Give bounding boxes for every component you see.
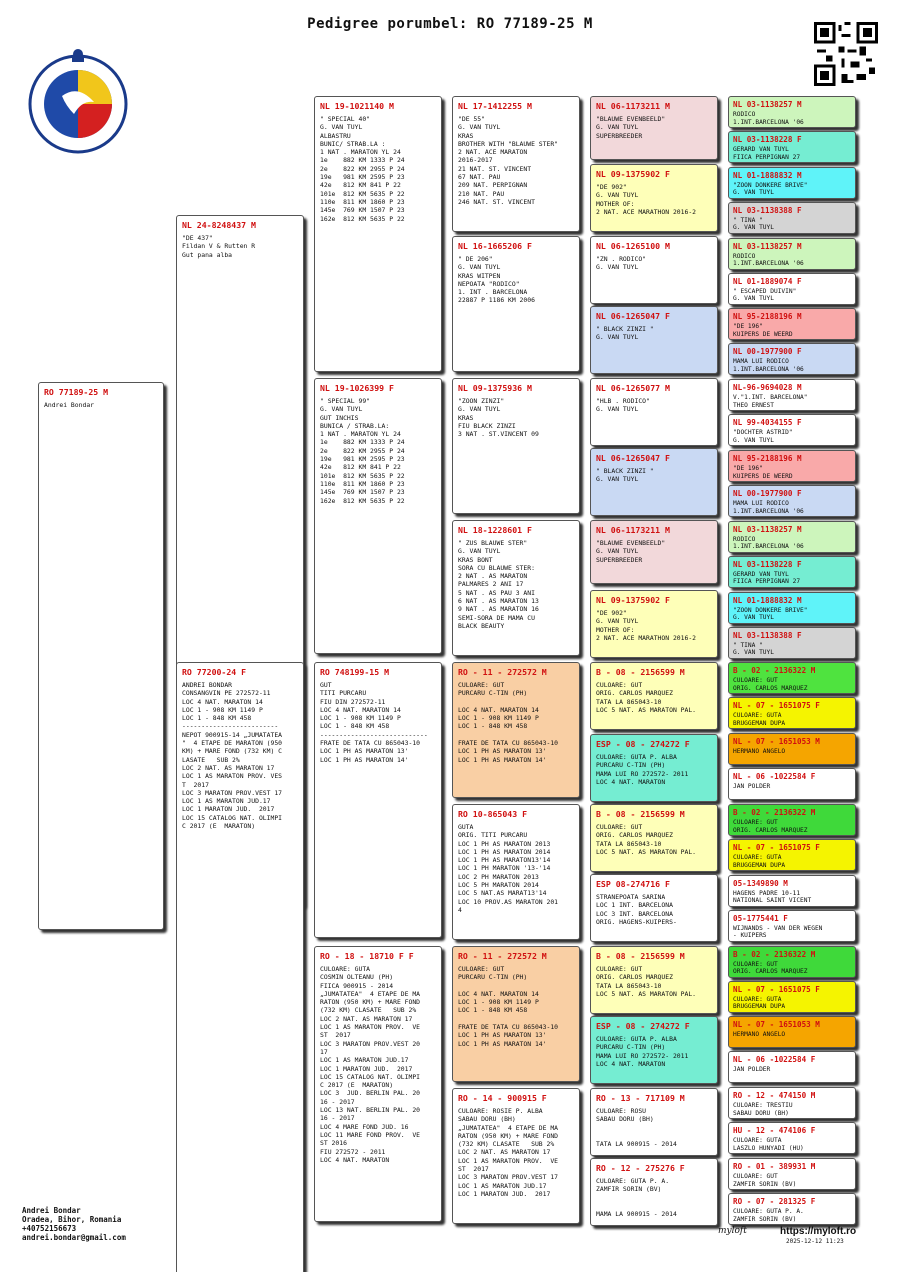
pigeon-details: V."1.INT. BARCELONA" THEO ERNEST <box>733 394 808 409</box>
pigeon-ring-number: NL - 07 - 1651075 F <box>733 984 820 994</box>
pigeon-card[interactable] <box>590 946 718 1014</box>
pigeon-details: CULOARE: TRESTIU SABAU DORU (BH) <box>733 1102 793 1117</box>
pigeon-card[interactable] <box>728 627 856 659</box>
pigeon-details: HAGENS PADRE 10-11 NATIONAL SAINT VICENT <box>733 889 812 905</box>
pigeon-ring-number: NL 03-1138388 F <box>733 205 802 215</box>
pigeon-details: "HLB . RODICO" G. VAN TUYL <box>596 397 650 414</box>
pigeon-card[interactable] <box>590 520 718 584</box>
pigeon-card[interactable] <box>728 981 856 1013</box>
pigeon-ring-number: 05-1775441 F <box>733 913 788 923</box>
pigeon-card[interactable] <box>590 1158 718 1226</box>
pigeon-ring-number: NL 99-4034155 F <box>733 418 802 428</box>
club-logo <box>22 44 134 156</box>
pigeon-details: CULOARE: ROSU SABAU DORU (BH) TATA LA 900915 - 2014 <box>596 1107 677 1149</box>
pigeon-ring-number: NL 19-1026399 F <box>320 383 394 393</box>
pigeon-ring-number: NL 03-1138257 M <box>733 524 802 534</box>
pigeon-ring-number: NL 01-1889074 F <box>733 276 802 286</box>
pigeon-card[interactable] <box>728 697 856 729</box>
pigeon-details: JAN POLDER <box>733 783 771 791</box>
pigeon-details: CULOARE: GUTA BRUGGEMAN DUPA <box>733 995 786 1011</box>
pigeon-ring-number: NL - 07 - 1651075 F <box>733 843 820 852</box>
pigeon-details: RODICO 1.INT.BARCELONA '06 <box>733 111 804 126</box>
pigeon-card[interactable] <box>38 382 164 930</box>
pigeon-details: RODICO 1.INT.BARCELONA '06 <box>733 535 804 551</box>
pigeon-ring-number: NL 01-1888832 M <box>733 595 802 605</box>
pigeon-card[interactable] <box>452 804 580 940</box>
pigeon-details: GUTA ORIG. TITI PURCARU LOC 1 PH AS MARATON 2013 LOC 1 PH AS MARATON 2014 LOC 1 PH AS MARATON13'14 LOC 1 PH MARATON '13-'14 LOC 2 PH MARATON 2013 LOC 5 PH MARATON 2014 LOC 5 NAT.AS MARAT13'14 LOC 10 PROV.AS MARATON 201 4 <box>458 823 559 914</box>
pigeon-ring-number: RO 77200-24 F <box>182 667 247 677</box>
pigeon-details: "DE 902" G. VAN TUYL MOTHER OF: 2 NAT. ACE MARATHON 2016-2 <box>596 183 697 216</box>
pigeon-details: GUT TITI PURCARU FIU DIN 272572-11 LOC 4 NAT. MARATON 14 LOC 1 - 908 KM 1149 P LOC 1 - 848 KM 458 ---------------------------- FRATE DE TATA CU 865043-10 LOC 1 PH AS MARATON 13' LOC 1 PH AS MARATON 14' <box>320 681 428 764</box>
pigeon-card[interactable] <box>590 804 718 872</box>
pigeon-card[interactable] <box>728 343 856 375</box>
owner-contact: Andrei Bondar Oradea, Bihor, Romania +40752156673 andrei.bondar@gmail.com <box>22 1206 126 1242</box>
pigeon-ring-number: NL 01-1888832 M <box>733 170 802 180</box>
pigeon-ring-number: NL 06-1265077 M <box>596 383 670 393</box>
pigeon-ring-number: NL 95-2188196 M <box>733 312 802 322</box>
pigeon-card[interactable] <box>728 946 856 978</box>
pigeon-card[interactable] <box>728 768 856 800</box>
pigeon-card[interactable] <box>590 662 718 730</box>
pigeon-details: ANDREI BONDAR CONSANGVIN PE 272572-11 LOC 4 NAT. MARATON 14 LOC 1 - 908 KM 1149 P LOC 1 - 848 KM 458 ------------------------- NEPOT 900915-14 „JUMATATEA " 4 ETAPE DE MARATON (950 KM) + MARE FOND (732 KM) C LASATE SUB 2% LOC 2 NAT. AS MARATON 17 LOC 1 AS MARATON PROV. VES T 2017 LOC 3 MARATON PROV.VEST 17 LOC 1 AS MARATON JUD.17 LOC 1 MARATON JUD. 2017 LOC 15 CATALOG NAT. OLIMPI C 2017 (E MARATON) <box>182 681 283 831</box>
pigeon-ring-number: RO 10-865043 F <box>458 809 528 819</box>
pigeon-details: CULOARE: GUTA P. ALBA PURCARU C-TIN (PH) MAMA LUI RO 272572- 2011 LOC 4 NAT. MARATON <box>596 1035 689 1068</box>
pigeon-ring-number: RO - 01 - 389931 M <box>733 1162 816 1171</box>
pigeon-ring-number: ESP - 08 - 274272 F <box>596 739 690 749</box>
pigeon-ring-number: NL 06-1173211 M <box>596 101 670 111</box>
pigeon-details: " ESCAPED DUIVIN" G. VAN TUYL <box>733 287 797 303</box>
pigeon-card[interactable] <box>590 874 718 942</box>
generated-date: 2025-12-12 11:23 <box>786 1238 844 1245</box>
pigeon-ring-number: RO - 14 - 900915 F <box>458 1093 547 1103</box>
pigeon-details: "ZN . RODICO" G. VAN TUYL <box>596 255 647 272</box>
pigeon-card[interactable] <box>728 450 856 482</box>
pigeon-ring-number: NL 18-1228601 F <box>458 525 532 535</box>
pigeon-card[interactable] <box>728 875 856 907</box>
pigeon-ring-number: RO - 12 - 275276 F <box>596 1163 685 1173</box>
pigeon-ring-number: NL 03-1138257 M <box>733 241 802 251</box>
pigeon-details: "ZOON DONKERE BRIVE" G. VAN TUYL <box>733 181 808 197</box>
pigeon-ring-number: NL 09-1375902 F <box>596 595 670 605</box>
pigeon-details: CULOARE: GUTA P. A. ZAMFIR SORIN (BV) MAMA LA 900915 - 2014 <box>596 1177 677 1219</box>
pigeon-details: " DE 206" G. VAN TUYL KRAS WITPEN NEPOATA "RODICO" 1. INT . BARCELONA 22887 P 1186 KM 2006 <box>458 255 535 305</box>
pigeon-ring-number: NL 00-1977900 F <box>733 347 802 357</box>
pigeon-details: "ZOON ZINZI" G. VAN TUYL KRAS FIU BLACK ZINZI 3 NAT . ST.VINCENT 09 <box>458 397 539 439</box>
pigeon-details: CULOARE: GUT ORIG. CARLOS MARQUEZ TATA LA 865043-10 LOC 5 NAT. AS MARATON PAL. <box>596 965 697 998</box>
pigeon-details: CULOARE: GUTA BRUGGEMAN DUPA <box>733 712 786 727</box>
pigeon-card[interactable] <box>728 804 856 836</box>
page-title: Pedigree porumbel: RO 77189-25 M <box>307 16 593 32</box>
pigeon-ring-number: RO - 18 - 18710 F F <box>320 951 414 961</box>
pigeon-ring-number: HU - 12 - 474106 F <box>733 1126 816 1136</box>
pigeon-ring-number: NL 06-1265047 F <box>596 453 670 463</box>
pigeon-card[interactable] <box>728 202 856 234</box>
pigeon-details: " BLACK ZINZI " G. VAN TUYL <box>596 325 654 342</box>
pigeon-card[interactable] <box>452 662 580 798</box>
pigeon-details: CULOARE: GUTA BRUGGEMAN DUPA <box>733 854 786 869</box>
pigeon-card[interactable] <box>314 96 442 372</box>
pigeon-details: "DE 902" G. VAN TUYL MOTHER OF: 2 NAT. ACE MARATHON 2016-2 <box>596 609 697 642</box>
pigeon-card[interactable] <box>728 485 856 517</box>
pigeon-details: CULOARE: GUT ORIG. CARLOS MARQUEZ TATA LA 865043-10 LOC 5 NAT. AS MARATON PAL. <box>596 823 697 856</box>
pigeon-details: MAMA LUI RODICO 1.INT.BARCELONA '06 <box>733 358 804 373</box>
pigeon-card[interactable] <box>590 590 718 658</box>
pigeon-details: "BLAUWE EVENBEELD" G. VAN TUYL SUPERBREEDER <box>596 115 666 140</box>
pigeon-ring-number: RO 748199-15 M <box>320 667 390 677</box>
pigeon-card[interactable] <box>590 378 718 446</box>
pigeon-details: Andrei Bondar <box>44 401 95 409</box>
pigeon-details: "BLAUWE EVENBEELD" G. VAN TUYL SUPERBREEDER <box>596 539 666 564</box>
pigeon-ring-number: NL - 06 -1022584 F <box>733 1055 816 1065</box>
pigeon-card[interactable] <box>452 236 580 372</box>
pigeon-details: "DE 437" Fildan V & Rutten R Gut pana alba <box>182 234 256 259</box>
qr-code <box>814 22 878 86</box>
pigeon-details: "DE 55" G. VAN TUYL KRAS BROTHER WITH "BLAUWE STER" 2 NAT. ACE MARATON 2016-2017 21 NAT. ST. VINCENT 67 NAT. PAU 209 NAT. PERPIGNAN 210 NAT. PAU 246 NAT. ST. VINCENT <box>458 115 559 206</box>
pigeon-details: MAMA LUI RODICO 1.INT.BARCELONA '06 <box>733 500 804 515</box>
pigeon-ring-number: NL 06-1265100 M <box>596 241 670 251</box>
pigeon-card[interactable] <box>590 448 718 516</box>
pigeon-details: CULOARE: GUT ORIG. CARLOS MARQUEZ <box>733 960 808 976</box>
pigeon-card[interactable] <box>590 96 718 160</box>
pigeon-card[interactable] <box>452 96 580 232</box>
pigeon-ring-number: NL - 06 -1022584 F <box>733 772 816 782</box>
pigeon-ring-number: NL 16-1665206 F <box>458 241 532 251</box>
pigeon-details: CULOARE: GUTA P. A. ZAMFIR SORIN (BV) <box>733 1208 804 1223</box>
pigeon-ring-number: NL 00-1977900 F <box>733 489 802 498</box>
pigeon-card[interactable] <box>590 236 718 304</box>
pigeon-ring-number: NL - 07 - 1651075 F <box>733 701 820 711</box>
pigeon-ring-number: NL 09-1375936 M <box>458 383 532 393</box>
pigeon-details: HERMANO ANGELO <box>733 748 786 756</box>
pigeon-details: CULOARE: GUT PURCARU C-TIN (PH) LOC 4 NAT. MARATON 14 LOC 1 - 908 KM 1149 P LOC 1 - 848 KM 458 FRATE DE TATA CU 865043-10 LOC 1 PH AS MARATON 13' LOC 1 PH AS MARATON 14' <box>458 681 559 764</box>
pigeon-ring-number: B - 08 - 2156599 M <box>596 951 685 961</box>
pigeon-ring-number: NL - 07 - 1651053 M <box>733 737 820 747</box>
pigeon-ring-number: NL 03-1138228 F <box>733 135 802 144</box>
pigeon-ring-number: NL - 07 - 1651053 M <box>733 1020 820 1030</box>
brand-footer[interactable] <box>718 1226 857 1245</box>
pigeon-details: " SPECIAL 99" G. VAN TUYL GUT INCHIS BUNICA / STRAB.LA: 1 NAT . MARATON YL 24 1e 882 KM 1333 P 24 2e 822 KM 2955 P 24 19e 981 KM 2595 P 23 42e 812 KM 841 P 22 101e 812 KM 5635 P 22 110e 811 KM 1860 P 23 145e 769 KM 1507 P 23 162e 812 KM 5635 P 22 <box>320 397 405 505</box>
pigeon-card[interactable] <box>314 946 442 1222</box>
pigeon-card[interactable] <box>452 378 580 514</box>
pigeon-details: "ZOON DONKERE BRIVE" G. VAN TUYL <box>733 606 808 622</box>
pigeon-card[interactable] <box>728 379 856 411</box>
pigeon-details: " TINA " G. VAN TUYL <box>733 641 774 657</box>
pigeon-ring-number: NL 06-1173211 M <box>596 525 670 535</box>
pigeon-card[interactable] <box>452 946 580 1082</box>
pigeon-details: HERMANO ANGELO <box>733 1031 786 1039</box>
pigeon-details: CULOARE: ROSIE P. ALBA SABAU DORU (BH) „JUMATATEA" 4 ETAPE DE MA RATON (950 KM) + MARE FOND (732 KM) CLASATE SUB 2% LOC 2 NAT. AS MARATON 17 LOC 1 AS MARATON PROV. VE ST 2017 LOC 3 MARATON PROV.VEST 17 LOC 1 AS MARATON JUD.17 LOC 1 MARATON JUD. 2017 <box>458 1107 559 1198</box>
pigeon-card[interactable] <box>728 96 856 128</box>
pigeon-ring-number: NL 03-1138388 F <box>733 630 802 640</box>
pigeon-ring-number: NL 03-1138228 F <box>733 559 802 569</box>
pigeon-card[interactable] <box>728 1087 856 1119</box>
pigeon-details: " ZUS BLAUWE STER" G. VAN TUYL KRAS BONT SORA CU BLAUWE STER: 2 NAT . AS MARATON PALMARES 2 ANI 17 5 NAT . AS PAU 3 ANI 6 NAT . AS MARATON 13 9 NAT . AS MARATON 16 SEMI-SORA DE MAMA CU BLACK BEAUTY <box>458 539 539 630</box>
pigeon-details: CULOARE: GUT ZAMFIR SORIN (BV) <box>733 1173 797 1188</box>
pigeon-card[interactable] <box>728 1158 856 1190</box>
pigeon-card[interactable] <box>314 378 442 654</box>
pigeon-card[interactable] <box>590 734 718 802</box>
pigeon-details: CULOARE: GUT ORIG. CARLOS MARQUEZ TATA LA 865043-10 LOC 5 NAT. AS MARATON PAL. <box>596 681 697 714</box>
pigeon-card[interactable] <box>452 520 580 656</box>
pigeon-details: STRANEPOATA SARINA LOC 1 INT. BARCELONA LOC 3 INT. BARCELONA ORIG. HAGENS-KUIPERS- <box>596 893 677 926</box>
pigeon-card[interactable] <box>728 1193 856 1225</box>
pigeon-ring-number: RO - 13 - 717109 M <box>596 1093 685 1103</box>
pigeon-card[interactable] <box>728 131 856 163</box>
pigeon-ring-number: ESP - 08 - 274272 F <box>596 1021 690 1031</box>
pigeon-ring-number: NL 19-1021140 M <box>320 101 394 111</box>
pigeon-ring-number: B - 02 - 2136322 M <box>733 949 816 959</box>
pigeon-card[interactable] <box>590 306 718 374</box>
pigeon-card[interactable] <box>590 1088 718 1156</box>
pigeon-details: GERARD VAN TUYL FIICA PERPIGNAN 27 <box>733 570 801 586</box>
brand-url[interactable]: https://myloft.ro <box>780 1226 857 1237</box>
pigeon-ring-number: NL 09-1375902 F <box>596 169 670 179</box>
myloft-logo: myloft <box>718 1226 747 1236</box>
pigeon-ring-number: RO 77189-25 M <box>44 387 109 397</box>
pigeon-ring-number: 05-1349890 M <box>733 878 788 888</box>
pigeon-details: JAN POLDER <box>733 1066 771 1074</box>
pigeon-card[interactable] <box>452 1088 580 1224</box>
pigeon-ring-number: B - 08 - 2156599 M <box>596 667 685 677</box>
pigeon-ring-number: RO - 11 - 272572 M <box>458 951 547 961</box>
pigeon-card[interactable] <box>728 1016 856 1048</box>
pigeon-card[interactable] <box>728 521 856 553</box>
pigeon-details: CULOARE: GUT ORIG. CARLOS MARQUEZ <box>733 819 808 834</box>
pigeon-ring-number: RO - 12 - 474150 M <box>733 1091 816 1101</box>
pigeon-details: " SPECIAL 40" G. VAN TUYL ALBASTRU BUNIC/ STRAB.LA : 1 NAT . MARATON YL 24 1e 882 KM 1333 P 24 2e 822 KM 2955 P 24 19e 981 KM 2595 P 23 42e 812 KM 841 P 22 101e 812 KM 5635 P 22 110e 811 KM 1860 P 23 145e 769 KM 1507 P 23 162e 812 KM 5635 P 22 <box>320 115 405 223</box>
pigeon-card[interactable] <box>728 733 856 765</box>
pigeon-details: "DOCHTER ASTRID" G. VAN TUYL <box>733 429 793 444</box>
pigeon-card[interactable] <box>314 662 442 938</box>
pigeon-details: CULOARE: GUT ORIG. CARLOS MARQUEZ <box>733 677 808 692</box>
pigeon-card[interactable] <box>590 164 718 232</box>
pigeon-details: CULOARE: GUTA LASZLO HUNYADI (HU) <box>733 1137 804 1152</box>
pigeon-ring-number: B - 02 - 2136322 M <box>733 666 816 676</box>
pigeon-card[interactable] <box>728 167 856 199</box>
pigeon-card[interactable] <box>728 910 856 942</box>
pigeon-details: CULOARE: GUTA P. ALBA PURCARU C-TIN (PH) MAMA LUI RO 272572- 2011 LOC 4 NAT. MARATON <box>596 753 689 786</box>
pigeon-details: " BLACK ZINZI " G. VAN TUYL <box>596 467 654 484</box>
pigeon-card[interactable] <box>728 556 856 588</box>
pigeon-card[interactable] <box>728 273 856 305</box>
pigeon-card[interactable] <box>728 238 856 270</box>
pigeon-details: "DE 196" KUIPERS DE WEERD <box>733 465 793 480</box>
pigeon-card[interactable] <box>728 592 856 624</box>
pigeon-card[interactable] <box>728 414 856 446</box>
pigeon-ring-number: NL 06-1265047 F <box>596 311 670 321</box>
pigeon-ring-number: B - 08 - 2156599 M <box>596 809 685 819</box>
pigeon-details: RODICO 1.INT.BARCELONA '06 <box>733 252 804 268</box>
pigeon-ring-number: NL 95-2188196 M <box>733 454 802 463</box>
pigeon-card[interactable] <box>728 839 856 871</box>
pigeon-ring-number: B - 02 - 2136322 M <box>733 808 816 817</box>
pigeon-ring-number: NL 03-1138257 M <box>733 100 802 109</box>
pigeon-details: "DE 196" KUIPERS DE WEERD <box>733 323 793 338</box>
pigeon-card[interactable] <box>728 1051 856 1083</box>
pigeon-ring-number: RO - 07 - 281325 F <box>733 1197 816 1206</box>
pigeon-details: CULOARE: GUT PURCARU C-TIN (PH) LOC 4 NAT. MARATON 14 LOC 1 - 908 KM 1149 P LOC 1 - 848 KM 458 FRATE DE TATA CU 865043-10 LOC 1 PH AS MARATON 13' LOC 1 PH AS MARATON 14' <box>458 965 559 1048</box>
pigeon-card[interactable] <box>176 662 304 1272</box>
pigeon-card[interactable] <box>590 1016 718 1084</box>
pigeon-ring-number: NL-96-9694028 M <box>733 383 802 393</box>
pigeon-ring-number: ESP 08-274716 F <box>596 879 670 889</box>
pigeon-details: " TINA " G. VAN TUYL <box>733 216 774 232</box>
pigeon-card[interactable] <box>728 1122 856 1154</box>
pigeon-details: GERARD VAN TUYL FIICA PERPIGNAN 27 <box>733 146 801 161</box>
pigeon-card[interactable] <box>728 662 856 694</box>
pigeon-details: CULOARE: GUTA COSMIN OLTEANU (PH) FIICA 900915 - 2014 „JUMATATEA" 4 ETAPE DE MA RATON (950 KM) + MARE FOND (732 KM) CLASATE SUB 2% LOC 2 NAT. AS MARATON 17 LOC 1 AS MARATON PROV. VE ST 2017 LOC 3 MARATON PROV.VEST 20 17 LOC 1 AS MARATON JUD.17 LOC 1 MARATON JUD. 2017 LOC 15 CATALOG NAT. OLIMPI C 2017 (E MARATON) LOC 3 JUD. BERLIN PAL. 20 16 - 2017 LOC 13 NAT. BERLIN PAL. 20 16 - 2017 LOC 4 MARE FOND JUD. 16 LOC 11 MARE FOND PROV. VE ST 2016 FIU 272572 - 2011 LOC 4 NAT. MARATON <box>320 965 421 1164</box>
pigeon-card[interactable] <box>728 308 856 340</box>
pigeon-ring-number: NL 17-1412255 M <box>458 101 532 111</box>
pigeon-ring-number: RO - 11 - 272572 M <box>458 667 547 677</box>
pigeon-details: WIJNANDS - VAN DER WEGEN - KUIPERS <box>733 924 823 940</box>
pigeon-ring-number: NL 24-8248437 M <box>182 220 256 230</box>
